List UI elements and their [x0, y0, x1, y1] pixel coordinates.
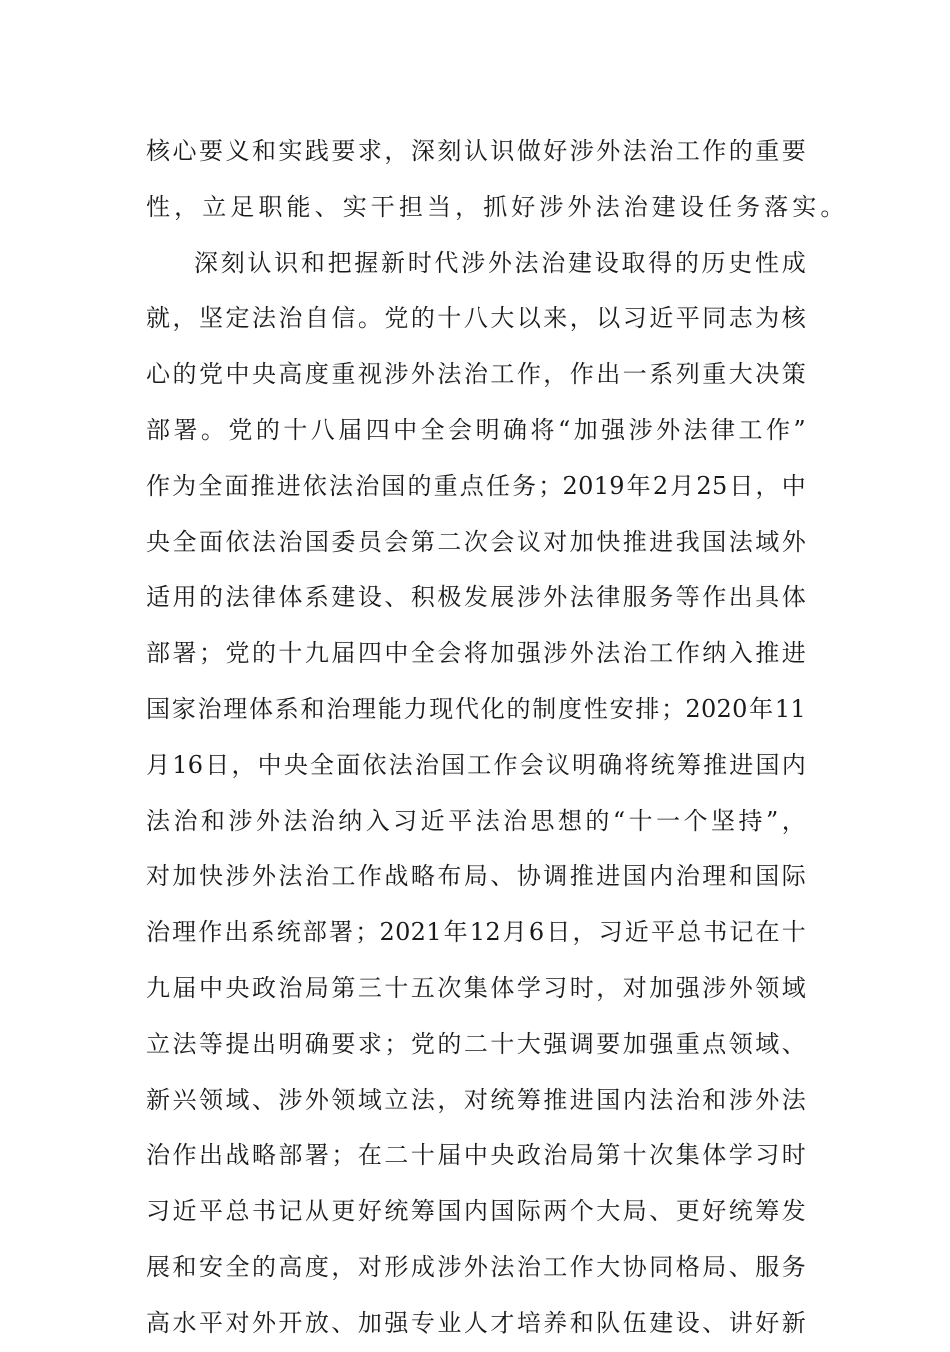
text-line: 立法等提出明确要求；党的二十大强调要加强重点领域、 — [146, 1029, 806, 1058]
paragraph-first-line: 深刻认识和把握新时代涉外法治建设取得的历史性成 — [194, 248, 806, 277]
text-line: 九届中央政治局第三十五次集体学习时，对加强涉外领域 — [146, 973, 806, 1002]
text-line: 治理作出系统部署；2021年12月6日，习近平总书记在十 — [146, 918, 806, 947]
text-line: 部署。党的十八届四中全会明确将“加强涉外法律工作” — [146, 415, 806, 444]
text-line: 对加快涉外法治工作战略布局、协调推进国内治理和国际 — [146, 862, 806, 891]
text-line: 性，立足职能、实干担当，抓好涉外法治建设任务落实。 — [146, 192, 849, 221]
text-line: 法治和涉外法治纳入习近平法治思想的“十一个坚持”， — [146, 806, 806, 835]
text-line: 国家治理体系和治理能力现代化的制度性安排；2020年11 — [146, 694, 806, 723]
text-line: 高水平对外开放、加强专业人才培养和队伍建设、讲好新 — [146, 1308, 806, 1337]
text-line: 就，坚定法治自信。党的十八大以来，以习近平同志为核 — [146, 304, 806, 333]
text-line: 新兴领域、涉外领域立法，对统筹推进国内法治和涉外法 — [146, 1085, 806, 1114]
text-line: 核心要义和实践要求，深刻认识做好涉外法治工作的重要 — [146, 137, 806, 165]
text-line: 习近平总书记从更好统筹国内国际两个大局、更好统筹发 — [146, 1197, 806, 1226]
body-text — [146, 124, 849, 1352]
text-line: 月16日，中央全面依法治国工作会议明确将统筹推进国内 — [146, 750, 806, 779]
text-line: 央全面依法治国委员会第二次会议对加快推进我国法域外 — [146, 527, 806, 556]
text-line: 展和安全的高度，对形成涉外法治工作大协同格局、服务 — [146, 1252, 806, 1281]
text-line: 心的党中央高度重视涉外法治工作，作出一系列重大决策 — [146, 360, 806, 389]
text-line: 治作出战略部署；在二十届中央政治局第十次集体学习时 — [146, 1141, 806, 1170]
text-line: 适用的法律体系建设、积极发展涉外法律服务等作出具体 — [146, 583, 806, 612]
text-line: 作为全面推进依法治国的重点任务；2019年2月25日，中 — [146, 471, 806, 500]
text-line: 部署；党的十九届四中全会将加强涉外法治工作纳入推进 — [146, 639, 806, 668]
